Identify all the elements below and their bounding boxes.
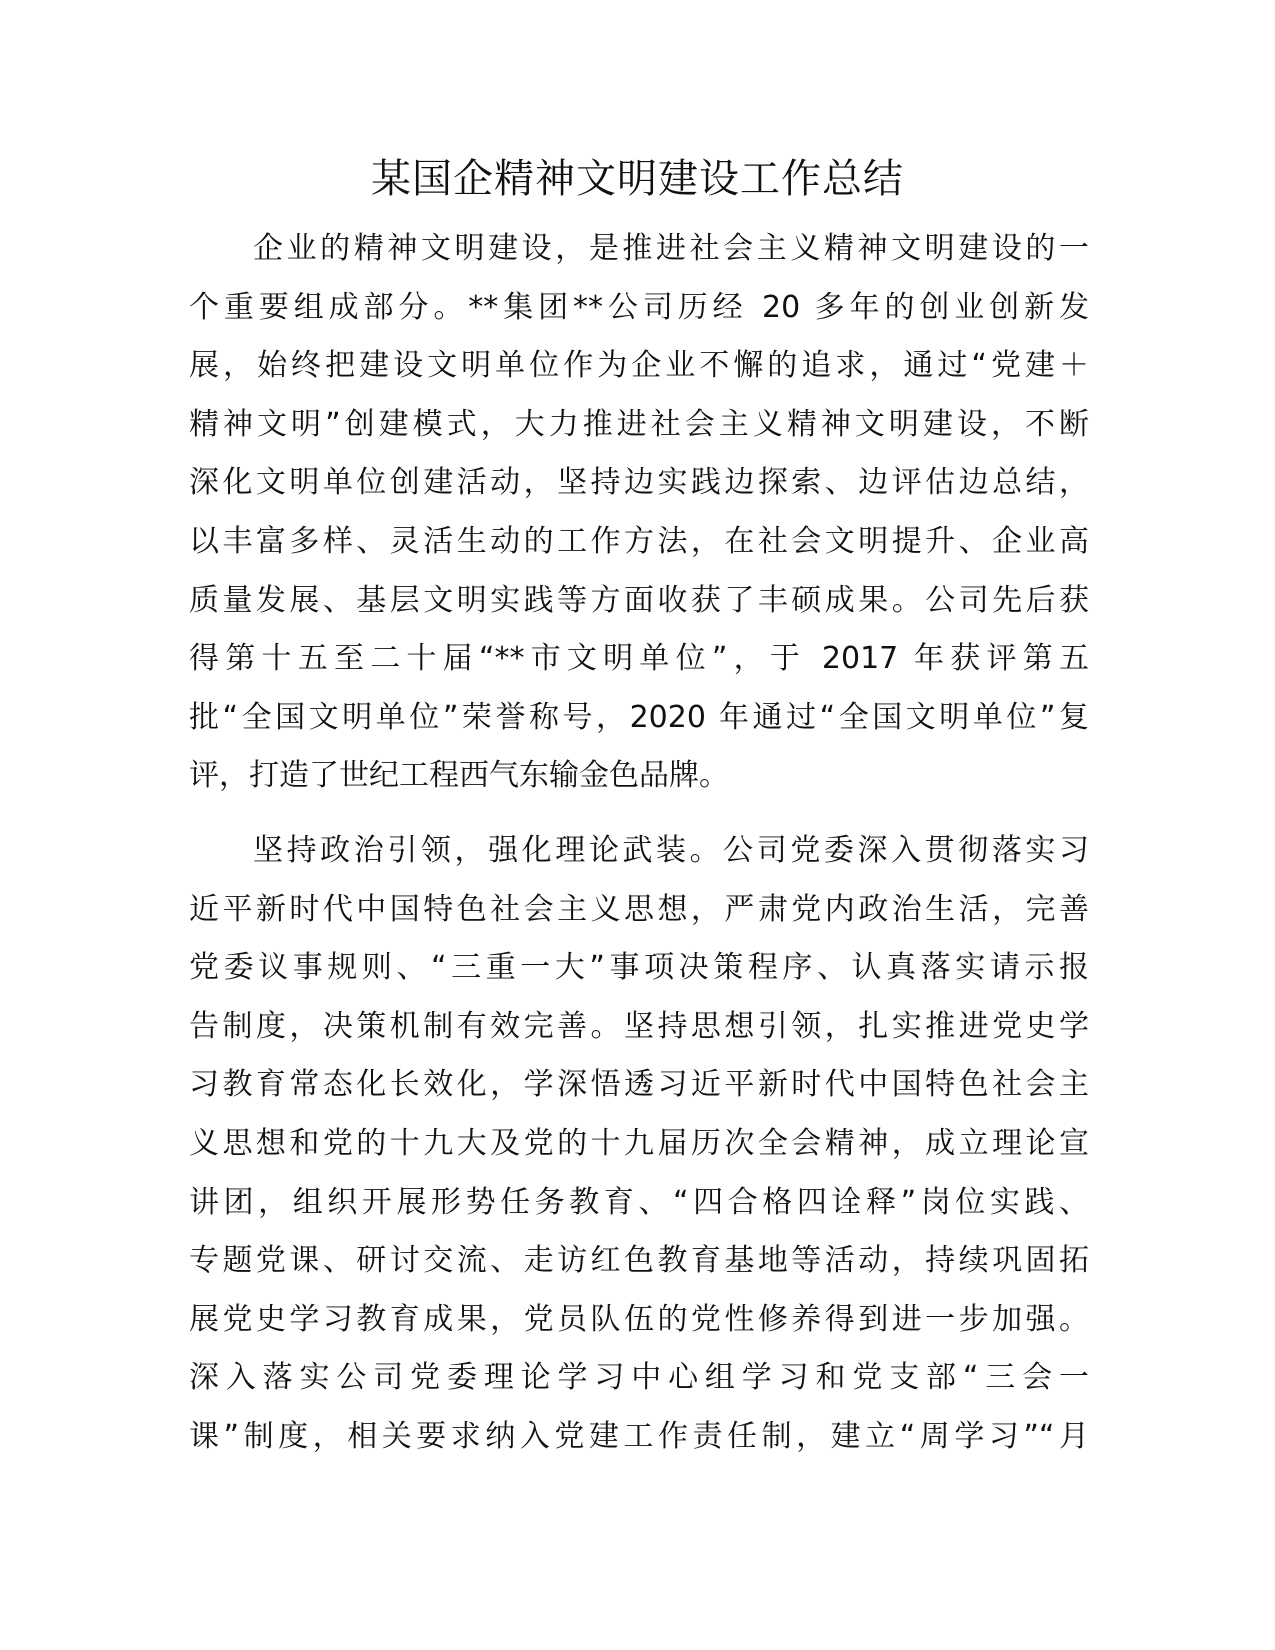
paragraph-line: 专题党课、研讨交流、走访红色教育基地等活动，持续巩固拓	[189, 1243, 1089, 1279]
paragraph-line: 以丰富多样、灵活生动的工作方法，在社会文明提升、企业高	[189, 523, 1089, 559]
paragraph-political-leadership	[189, 822, 1089, 1467]
paragraph-line: 质量发展、基层文明实践等方面收获了丰硕成果。公司先后获	[189, 582, 1089, 618]
paragraph-line: 党委议事规则、“三重一大”事项决策程序、认真落实请示报	[189, 950, 1089, 986]
document-title: 某国企精神文明建设工作总结	[371, 156, 904, 202]
paragraph-line: 评，打造了世纪工程西气东输金色品牌。	[189, 758, 729, 794]
paragraph-line: 告制度，决策机制有效完善。坚持思想引领，扎实推进党史学	[189, 1008, 1089, 1044]
paragraph-line: 讲团，组织开展形势任务教育、“四合格四诠释”岗位实践、	[189, 1184, 1089, 1220]
paragraph-line: 深化文明单位创建活动，坚持边实践边探索、边评估边总结，	[189, 465, 1089, 501]
paragraph-line: 深入落实公司党委理论学习中心组学习和党支部“三会一	[189, 1360, 1089, 1396]
paragraph-line: 习教育常态化长效化，学深悟透习近平新时代中国特色社会主	[189, 1067, 1089, 1103]
paragraph-line: 展党史学习教育成果，党员队伍的党性修养得到进一步加强。	[189, 1301, 1089, 1337]
paragraph-intro	[189, 220, 1089, 806]
paragraph-line: 展，始终把建设文明单位作为企业不懈的追求，通过“党建＋	[189, 348, 1089, 384]
paragraph-line: 精神文明”创建模式，大力推进社会主义精神文明建设，不断	[189, 406, 1089, 442]
paragraph-line: 近平新时代中国特色社会主义思想，严肃党内政治生活，完善	[189, 891, 1089, 927]
paragraph-line: 个重要组成部分。**集团**公司历经 20 多年的创业创新发	[189, 289, 1089, 325]
paragraph-line: 坚持政治引领，强化理论武装。公司党委深入贯彻落实习	[253, 833, 1089, 868]
paragraph-line: 批“全国文明单位”荣誉称号，2020 年通过“全国文明单位”复	[189, 699, 1089, 735]
paragraph-line: 课”制度，相关要求纳入党建工作责任制，建立“周学习”“月	[189, 1418, 1089, 1454]
paragraph-line: 企业的精神文明建设，是推进社会主义精神文明建设的一	[253, 231, 1089, 266]
paragraph-line: 义思想和党的十九大及党的十九届历次全会精神，成立理论宣	[189, 1125, 1089, 1161]
paragraph-line: 得第十五至二十届“**市文明单位”，于 2017 年获评第五	[189, 641, 1089, 677]
